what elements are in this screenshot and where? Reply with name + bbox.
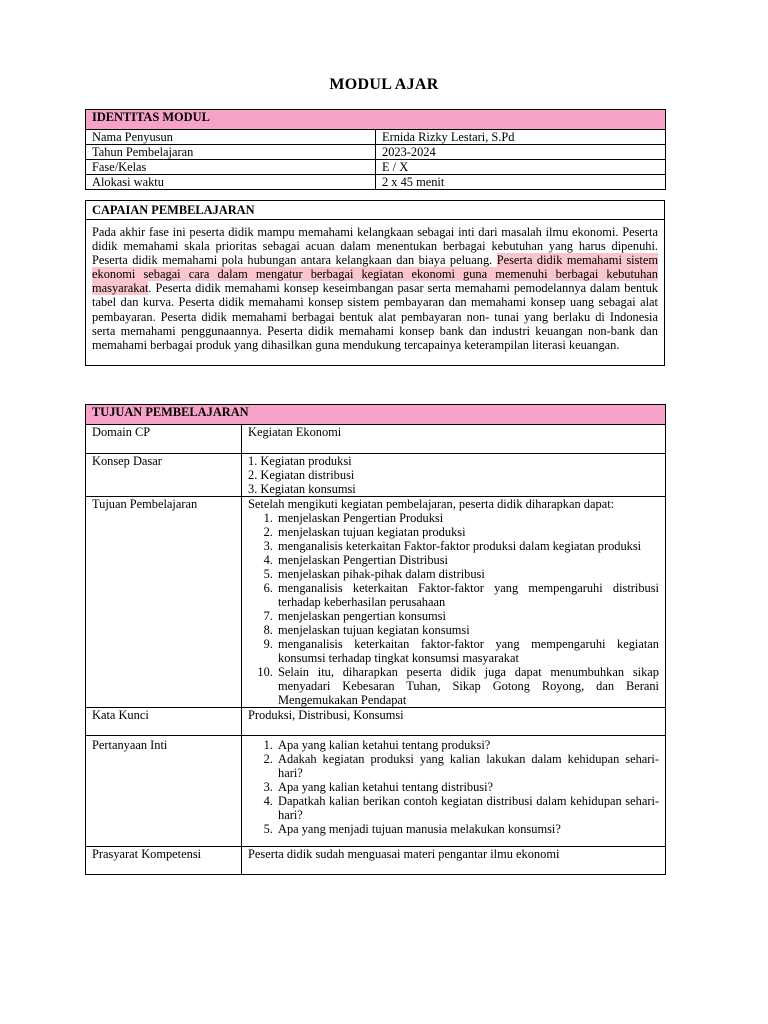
domain-cp-value: Kegiatan Ekonomi	[242, 425, 666, 454]
kata-kunci-label: Kata Kunci	[86, 708, 242, 736]
pertanyaan-list	[248, 738, 659, 836]
tahun-pembelajaran-label: Tahun Pembelajaran	[86, 145, 376, 160]
document-title: MODUL AJAR	[329, 76, 439, 93]
tujuan-header: TUJUAN PEMBELAJARAN	[86, 405, 666, 425]
pertanyaan-inti-content	[242, 736, 666, 847]
identitas-header: IDENTITAS MODUL	[86, 110, 666, 130]
alokasi-waktu-label: Alokasi waktu	[86, 175, 376, 190]
list-item: 1. Apa yang kalian ketahui tentang produksi?	[276, 738, 659, 752]
table-row	[86, 145, 666, 160]
list-item: 3. Kegiatan konsumsi	[248, 482, 356, 496]
table-row	[86, 130, 666, 145]
tujuan-pembelajaran-content	[242, 497, 666, 708]
nama-penyusun-label: Nama Penyusun	[86, 130, 376, 145]
capaian-paragraph	[86, 220, 665, 366]
table-row	[86, 425, 666, 454]
list-item: 2. menjelaskan tujuan kegiatan produksi	[276, 525, 659, 539]
pertanyaan-inti-label: Pertanyaan Inti	[86, 736, 242, 847]
table-row	[86, 497, 666, 708]
tujuan-pembelajaran-label: Tujuan Pembelajaran	[86, 497, 242, 708]
list-item: 3. Apa yang kalian ketahui tentang distribusi?	[276, 780, 659, 794]
tujuan-table	[85, 404, 666, 875]
konsep-dasar-label: Konsep Dasar	[86, 454, 242, 497]
prasyarat-label: Prasyarat Kompetensi	[86, 847, 242, 875]
prasyarat-value: Peserta didik sudah menguasai materi pengantar ilmu ekonomi	[242, 847, 666, 875]
list-item: 9. menganalisis keterkaitan faktor-faktor yang mempengaruhi kegiatan konsumsi terhadap tingkat konsumsi masyarakat	[276, 637, 659, 665]
capaian-table	[85, 200, 665, 366]
list-item: 4. menjelaskan Pengertian Distribusi	[276, 553, 659, 567]
capaian-text-after: . Peserta didik memahami konsep keseimbangan pasar serta memahami pemodelannya dalam bentuk tabel dan kurva. Peserta didik memahami konsep sistem pembayaran dan memahami konsep uang sebagai alat pembayaran. Peserta didik memahami berbagai bentuk alat pembayaran non- tunai yang berlaku di Indonesia serta memahami penggunaannya. Peserta didik memahami konsep bank dan industri keuangan non-bank dan memahami berbagai produk yang dihasilkan guna mendukung tercapainya keterampilan literasi keuangan.	[92, 281, 658, 352]
tujuan-intro: Setelah mengikuti kegiatan pembelajaran, peserta didik diharapkan dapat:	[248, 497, 615, 511]
list-item: 5. menjelaskan pihak-pihak dalam distribusi	[276, 567, 659, 581]
list-item: 2. Adakah kegiatan produksi yang kalian lakukan dalam kehidupan sehari-hari?	[276, 752, 659, 780]
list-item: 6. menganalisis keterkaitan Faktor-faktor yang mempengaruhi distribusi terhadap keberhasilan perusahaan	[276, 581, 659, 609]
table-row	[86, 847, 666, 875]
fase-kelas-value: E / X	[376, 160, 666, 175]
list-item: 4. Dapatkah kalian berikan contoh kegiatan distribusi dalam kehidupan sehari-hari?	[276, 794, 659, 822]
list-item: 3. menganalisis keterkaitan Faktor-faktor produksi dalam kegiatan produksi	[276, 539, 659, 553]
table-row	[86, 160, 666, 175]
list-item: 1. Kegiatan produksi	[248, 454, 352, 468]
list-item: 5. Apa yang menjadi tujuan manusia melakukan konsumsi?	[276, 822, 659, 836]
kata-kunci-value: Produksi, Distribusi, Konsumsi	[242, 708, 666, 736]
table-row	[86, 736, 666, 847]
table-row	[86, 175, 666, 190]
capaian-text-highlight: Peserta didik memahami sistem ekonomi sebagai cara dalam mengatur berbagai kegiatan ekonomi guna memenuhi berbagai kebutuhan masyarakat	[92, 253, 658, 296]
capaian-text-before: Pada akhir fase ini peserta didik mampu memahami kelangkaan sebagai inti dari masalah ilmu ekonomi. Peserta didik memahami skala prioritas sebagai acuan dalam menentukan berbagai kebutuhan yang harus dipenuhi. Peserta didik memahami pola hubungan antara kelangkaan dan biaya peluang.	[92, 225, 658, 268]
tujuan-list	[248, 511, 659, 707]
list-item: 2. Kegiatan distribusi	[248, 468, 355, 482]
konsep-dasar-list	[242, 454, 666, 497]
list-item: 8. menjelaskan tujuan kegiatan konsumsi	[276, 623, 659, 637]
list-item: 1. menjelaskan Pengertian Produksi	[276, 511, 659, 525]
tahun-pembelajaran-value: 2023-2024	[376, 145, 666, 160]
list-item: 7. menjelaskan pengertian konsumsi	[276, 609, 659, 623]
domain-cp-label: Domain CP	[86, 425, 242, 454]
alokasi-waktu-value: 2 x 45 menit	[376, 175, 666, 190]
table-row	[86, 708, 666, 736]
identitas-table	[85, 109, 666, 190]
nama-penyusun-value: Ernida Rizky Lestari, S.Pd	[376, 130, 666, 145]
list-item: 10. Selain itu, diharapkan peserta didik juga dapat menumbuhkan sikap menyadari Kebesaran Tuhan, Sikap Gotong Royong, dan Berani Mengemukakan Pendapat	[276, 665, 659, 707]
fase-kelas-label: Fase/Kelas	[86, 160, 376, 175]
capaian-header: CAPAIAN PEMBELAJARAN	[86, 201, 665, 220]
table-row	[86, 454, 666, 497]
